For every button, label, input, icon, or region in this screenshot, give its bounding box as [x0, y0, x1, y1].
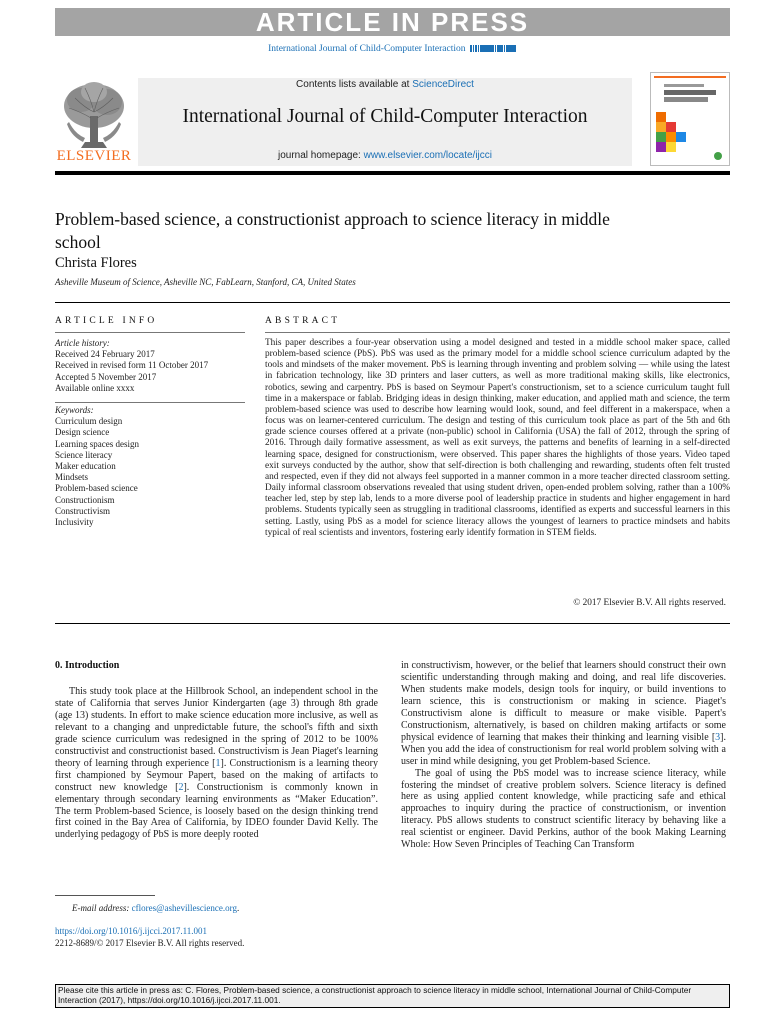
- abstract-heading: ABSTRACT: [265, 316, 341, 326]
- journal-ref-text: International Journal of Child-Computer Interaction: [268, 44, 466, 54]
- keyword-item: Science literacy: [55, 449, 113, 460]
- reference-link[interactable]: 1: [215, 757, 221, 769]
- journal-cover-icon: [650, 72, 730, 166]
- history-item: Available online xxxx: [55, 382, 135, 393]
- history-item: Received in revised form 11 October 2017: [55, 360, 209, 371]
- keyword-item: Maker education: [55, 461, 116, 472]
- author-name: Christa Flores: [55, 255, 137, 271]
- reference-link[interactable]: 3: [715, 731, 721, 743]
- reference-link[interactable]: 2: [178, 781, 184, 793]
- keyword-item: Constructionism: [55, 494, 115, 505]
- homepage-line: [138, 150, 632, 161]
- keyword-item: Mindsets: [55, 472, 89, 483]
- info-divider: [55, 332, 245, 333]
- paragraph: This study took place at the Hillbrook School, an independent school in the state of California that serves Junior Kindergarten (age 3) through 8th grade (age 13) students. In effort to make science education more inclusive, as well as relevant to a changing and unpredictable future, the school's fifth and sixth grade science curriculum was redesigned in the spring of 2012 to be 100% constructivist and constructionist based. Constructivism is Jean Piaget's learning theory of learning through experience [1]. Constructionism is a learning theory first championed by Seymour Papert, based on the making of artifacts to construct new knowledge [2]. Constructionism is commonly known in elementary through secondary learning environments as “Maker Education”. The term Problem-based Science, is loosely based on the design thinking trend first coined in the Bay Area of California, by IDEO founder David Kelly. The underlying pedagogy of PbS is more deeply rooted: [55, 686, 378, 841]
- doi-link[interactable]: https://doi.org/10.1016/j.ijcci.2017.11.001: [55, 926, 207, 936]
- keywords-label: Keywords:: [55, 405, 94, 415]
- body-right-column: [401, 660, 726, 851]
- abstract-text: This paper describes a four-year observation using a model designed and tested in a middle school maker space, called problem-based science (PbS). PbS was used as the primary model for a middle school science curriculum adapted by the tools and mindsets of the maker movement. PbS is learning through inventing and problem solving — while using the latest in fabrication technology, like 3D printers and laser cutters, as well as more traditional making skills, like electronics, robotics, sewing and carpentry. PbS is based on Seymour Papert's constructionism, set to a science curriculum taught full time in a makerspace or fablab. Bridging ideas in design thinking, maker education, and applied math and science, the term problem-based science was used to describe how learning would look, sound, and feel different in a makerspace, when a focus was on learner-centered curriculum. The design and testing of this curriculum took place as part of the 5th and 6th grade science courses offered at a private (non-public) school in California (USA) the fall of 2012, through the spring of 2016. Through daily formative assessment, as well as exit surveys, the patterns and benefits of learning in a self-directed learning space, designed for constructionism, were observed. This paper shares the highlights of those years. Video taped exit surveys conducted by the author, show that self-direction is both challenging and rewarding, students often felt trusted and respected, even if they did not always feel supported in a manner common in a more teacher directed classroom setting. Daily informal classroom observations revealed that using student driven, open-ended problem solving, rather than a 100% teacher led, step by step lab, lends to a more diverse pool of leadership practice in students and higher engagement in hard problems. Students typically seen as struggling in traditional classrooms, identified as experts and successful learners in this setting. Lastly, using PbS as a model for science literacy allows the youngest of learners to practice mindsets and habits typical of real scientists and inventors, fostering early identify formation in STEM fields.: [265, 338, 730, 538]
- header-divider: [55, 171, 730, 175]
- homepage-link[interactable]: www.elsevier.com/locate/ijcci: [363, 150, 492, 161]
- keyword-item: Constructivism: [55, 505, 111, 516]
- keyword-item: Learning spaces design: [55, 438, 139, 449]
- contents-line: [138, 79, 632, 90]
- keywords-list: [55, 405, 250, 528]
- author-email: E-mail address: cflores@ashevillescience.org.: [72, 903, 240, 913]
- keyword-item: Curriculum design: [55, 416, 123, 427]
- author-affiliation: Asheville Museum of Science, Asheville NC, FabLearn, Stanford, CA, United States: [55, 277, 356, 287]
- abstract-divider: [265, 332, 730, 333]
- volume-placeholder-icon: [470, 44, 517, 54]
- journal-title: International Journal of Child-Computer Interaction: [182, 106, 588, 127]
- keyword-item: Problem-based science: [55, 483, 138, 494]
- email-label: E-mail address:: [72, 903, 130, 913]
- email-link[interactable]: cflores@ashevillescience.org: [131, 903, 237, 913]
- abstract-copyright: © 2017 Elsevier B.V. All rights reserved.: [573, 598, 726, 608]
- paragraph: in constructivism, however, or the belief that learners should construct their own scientific understanding through making and doing, and real life discoveries. When students make models, design tools for inquiry, or build inventions to learn science, this is constructionism or making in science. Piaget's Constructivism alone is difficult to measure or make visible. Papert's Constructionism, alternatively, is based on children making artifacts or some physical evidence of learning that makes their thinking and learning visible [3]. When you add the idea of constructionism for real world problem solving with a user in mind while designing, you get Problem-based Science.: [401, 660, 726, 767]
- article-in-press-banner: ARTICLE IN PRESS: [55, 8, 730, 36]
- sciencedirect-link[interactable]: ScienceDirect: [412, 79, 474, 90]
- issn-line: 2212-8689/© 2017 Elsevier B.V. All rights reserved.: [55, 938, 245, 948]
- keyword-item: Inclusivity: [55, 517, 94, 528]
- history-label: Article history:: [55, 338, 110, 348]
- contents-prefix: Contents lists available at: [296, 79, 410, 90]
- footnote-divider: [55, 895, 155, 896]
- introduction-heading: 0. Introduction: [55, 660, 120, 671]
- history-item: Received 24 February 2017: [55, 349, 155, 360]
- article-history: [55, 338, 250, 394]
- article-info-heading: ARTICLE INFO: [55, 316, 158, 326]
- paragraph: The goal of using the PbS model was to increase science literacy, while fostering the mindset of creative problem solvers. Science literacy is defined here as using applied content knowledge, while practicing safe and ethical approaches to inquiry during the practice of constructionism, or invention literacy. PbS allows students to construct scientific literacy by behaving like a real scientist or engineer. David Perkins, author of the book Making Learning Whole: How Seven Principles of Teaching Can Transform: [401, 767, 726, 851]
- body-left-column: [55, 686, 378, 841]
- abstract-bottom-divider: [55, 623, 730, 624]
- history-item: Accepted 5 November 2017: [55, 371, 157, 382]
- publisher-name: ELSEVIER: [56, 148, 132, 164]
- homepage-prefix: journal homepage:: [278, 150, 361, 161]
- history-divider: [55, 402, 245, 403]
- article-title: Problem-based science, a constructionist approach to science literacy in middle school: [55, 209, 610, 252]
- journal-citation-line[interactable]: [55, 44, 730, 54]
- title-divider: [55, 302, 730, 303]
- citation-text: Please cite this article in press as: C. Flores, Problem-based science, a constructionist approach to science literacy in middle school, International Journal of Child-Computer Interaction (2017), https://doi.org/10.1016/j.ijcci.2017.11.001.: [58, 985, 692, 1006]
- keyword-item: Design science: [55, 427, 110, 438]
